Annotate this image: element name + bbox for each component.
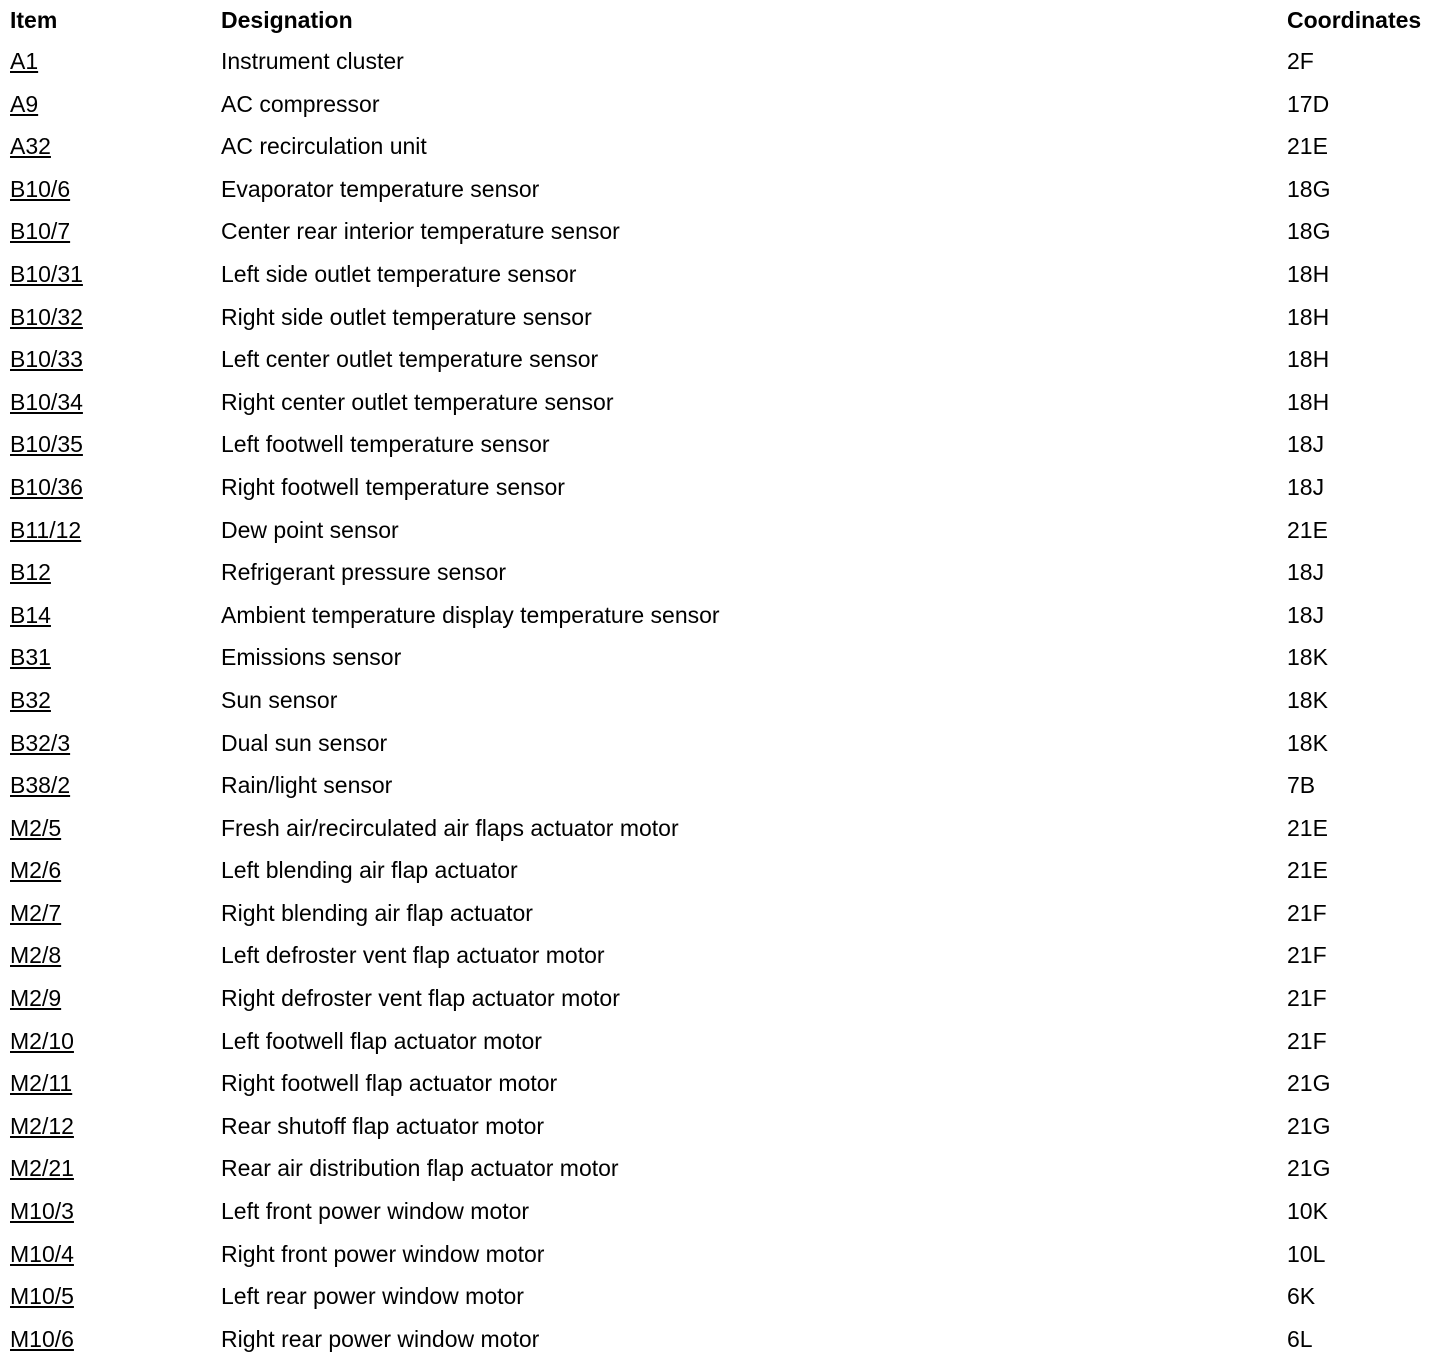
table-row: [0, 382, 1456, 425]
table-row: [0, 211, 1456, 254]
item-link[interactable]: M10/3: [10, 1198, 74, 1225]
coordinates-cell: 18H: [1287, 260, 1330, 287]
designation-cell: Left footwell flap actuator motor: [221, 1027, 542, 1054]
item-link[interactable]: B10/36: [10, 473, 83, 500]
designation-cell: Sun sensor: [221, 686, 338, 713]
designation-cell: Left rear power window motor: [221, 1283, 524, 1310]
coordinates-cell: 18H: [1287, 303, 1330, 330]
header-designation: Designation: [221, 7, 353, 33]
designation-cell: Right front power window motor: [221, 1240, 545, 1267]
item-link[interactable]: M2/6: [10, 857, 62, 884]
table-row: [0, 169, 1456, 212]
designation-cell: Left defroster vent flap actuator motor: [221, 942, 605, 969]
designation-cell: AC recirculation unit: [221, 133, 427, 160]
table-row: [0, 297, 1456, 340]
table-row: [0, 935, 1456, 978]
coordinates-cell: 17D: [1287, 90, 1330, 117]
coordinates-cell: 10K: [1287, 1198, 1328, 1225]
coordinates-cell: 6K: [1287, 1283, 1316, 1310]
table-row: [0, 424, 1456, 467]
table-row: [0, 850, 1456, 893]
designation-cell: Right defroster vent flap actuator motor: [221, 985, 620, 1012]
table-row: [0, 637, 1456, 680]
coordinates-cell: 21F: [1287, 899, 1327, 926]
item-link[interactable]: M2/21: [10, 1155, 74, 1182]
designation-cell: Rear air distribution flap actuator motor: [221, 1155, 619, 1182]
item-link[interactable]: M10/4: [10, 1240, 74, 1267]
table-row: [0, 595, 1456, 638]
table-row: [0, 893, 1456, 936]
table-row: [0, 978, 1456, 1021]
item-link[interactable]: M2/9: [10, 985, 62, 1012]
coordinates-cell: 18K: [1287, 686, 1328, 713]
table-row: [0, 1234, 1456, 1277]
item-link[interactable]: B10/33: [10, 346, 83, 373]
item-link[interactable]: M2/10: [10, 1027, 74, 1054]
table-row: [0, 1106, 1456, 1149]
item-link[interactable]: B10/35: [10, 431, 83, 458]
item-link[interactable]: A1: [10, 48, 39, 74]
coordinates-cell: 21F: [1287, 1027, 1327, 1054]
designation-cell: Left center outlet temperature sensor: [221, 346, 599, 373]
item-link[interactable]: B14: [10, 601, 51, 628]
designation-cell: Right footwell flap actuator motor: [221, 1070, 558, 1097]
designation-cell: Center rear interior temperature sensor: [221, 218, 620, 245]
item-link[interactable]: B10/31: [10, 260, 83, 287]
coordinates-cell: 21E: [1287, 133, 1328, 160]
designation-cell: Right center outlet temperature sensor: [221, 388, 614, 415]
designation-cell: Left side outlet temperature sensor: [221, 260, 577, 287]
table-row: [0, 41, 1456, 84]
coordinates-cell: 21E: [1287, 814, 1328, 841]
item-link[interactable]: B32/3: [10, 729, 71, 756]
coordinates-cell: 21G: [1287, 1155, 1331, 1182]
table-row: [0, 1319, 1456, 1362]
item-link[interactable]: B10/32: [10, 303, 83, 330]
designation-cell: Right footwell temperature sensor: [221, 473, 565, 500]
item-link[interactable]: B31: [10, 644, 51, 671]
table-row: [0, 84, 1456, 127]
table-row: [0, 1148, 1456, 1191]
coordinates-cell: 21F: [1287, 942, 1327, 969]
coordinates-cell: 18H: [1287, 388, 1330, 415]
item-link[interactable]: B38/2: [10, 772, 71, 799]
item-link[interactable]: A9: [10, 90, 39, 117]
designation-cell: Rain/light sensor: [221, 772, 393, 799]
table-row: [0, 680, 1456, 723]
item-link[interactable]: B32: [10, 686, 51, 713]
designation-cell: Evaporator temperature sensor: [221, 175, 540, 202]
header-coordinates: Coordinates: [1287, 7, 1422, 33]
coordinates-cell: 18J: [1287, 431, 1325, 458]
designation-cell: Dual sun sensor: [221, 729, 388, 756]
designation-cell: Right side outlet temperature sensor: [221, 303, 592, 330]
item-link[interactable]: A32: [10, 133, 51, 160]
table-row: [0, 254, 1456, 297]
table-row: [0, 1021, 1456, 1064]
item-link[interactable]: B10/6: [10, 175, 71, 202]
item-link[interactable]: M10/5: [10, 1283, 74, 1310]
coordinates-cell: 18J: [1287, 473, 1325, 500]
coordinates-cell: 21F: [1287, 985, 1327, 1012]
item-link[interactable]: M2/7: [10, 899, 62, 926]
designation-cell: Left footwell temperature sensor: [221, 431, 550, 458]
coordinates-cell: 18G: [1287, 218, 1331, 245]
coordinates-cell: 18K: [1287, 644, 1328, 671]
coordinates-cell: 10L: [1287, 1240, 1326, 1267]
designation-cell: Dew point sensor: [221, 516, 399, 543]
designation-cell: Refrigerant pressure sensor: [221, 559, 507, 586]
coordinates-cell: 18J: [1287, 601, 1325, 628]
table-row: [0, 510, 1456, 553]
designation-cell: Left blending air flap actuator: [221, 857, 518, 884]
item-link[interactable]: M10/6: [10, 1325, 74, 1352]
table-row: [0, 552, 1456, 595]
designation-cell: Rear shutoff flap actuator motor: [221, 1112, 545, 1139]
table-row: [0, 339, 1456, 382]
coordinates-cell: 21G: [1287, 1112, 1331, 1139]
designation-cell: Emissions sensor: [221, 644, 402, 671]
item-link[interactable]: B12: [10, 559, 51, 586]
coordinates-cell: 18J: [1287, 559, 1325, 586]
item-link[interactable]: M2/11: [10, 1070, 73, 1097]
item-link[interactable]: M2/12: [10, 1112, 74, 1139]
table-row: [0, 1191, 1456, 1234]
designation-cell: AC compressor: [221, 90, 380, 117]
coordinates-cell: 21E: [1287, 857, 1328, 884]
coordinates-cell: 21G: [1287, 1070, 1331, 1097]
item-link[interactable]: B10/34: [10, 388, 83, 415]
item-link[interactable]: B11/12: [10, 516, 82, 543]
item-link[interactable]: M2/5: [10, 814, 62, 841]
coordinates-cell: 18H: [1287, 346, 1330, 373]
coordinates-cell: 2F: [1287, 48, 1314, 74]
coordinates-cell: 7B: [1287, 772, 1316, 799]
item-link[interactable]: B10/7: [10, 218, 71, 245]
table-row: [0, 808, 1456, 851]
table-row: [0, 723, 1456, 766]
designation-cell: Right blending air flap actuator: [221, 899, 533, 926]
table-row: [0, 765, 1456, 808]
table-row: [0, 467, 1456, 510]
designation-cell: Ambient temperature display temperature sensor: [221, 601, 720, 628]
coordinates-cell: 18K: [1287, 729, 1328, 756]
table-row: [0, 126, 1456, 169]
table-row: [0, 1276, 1456, 1319]
designation-cell: Fresh air/recirculated air flaps actuator motor: [221, 814, 679, 841]
designation-cell: Instrument cluster: [221, 48, 404, 74]
table-body: [0, 41, 1456, 1361]
coordinates-cell: 6L: [1287, 1325, 1313, 1352]
designation-cell: Left front power window motor: [221, 1198, 530, 1225]
header-item: Item: [10, 7, 58, 33]
table-header: [0, 0, 1456, 41]
coordinates-cell: 18G: [1287, 175, 1331, 202]
designation-cell: Right rear power window motor: [221, 1325, 540, 1352]
coordinates-cell: 21E: [1287, 516, 1328, 543]
item-link[interactable]: M2/8: [10, 942, 62, 969]
table-row: [0, 1063, 1456, 1106]
